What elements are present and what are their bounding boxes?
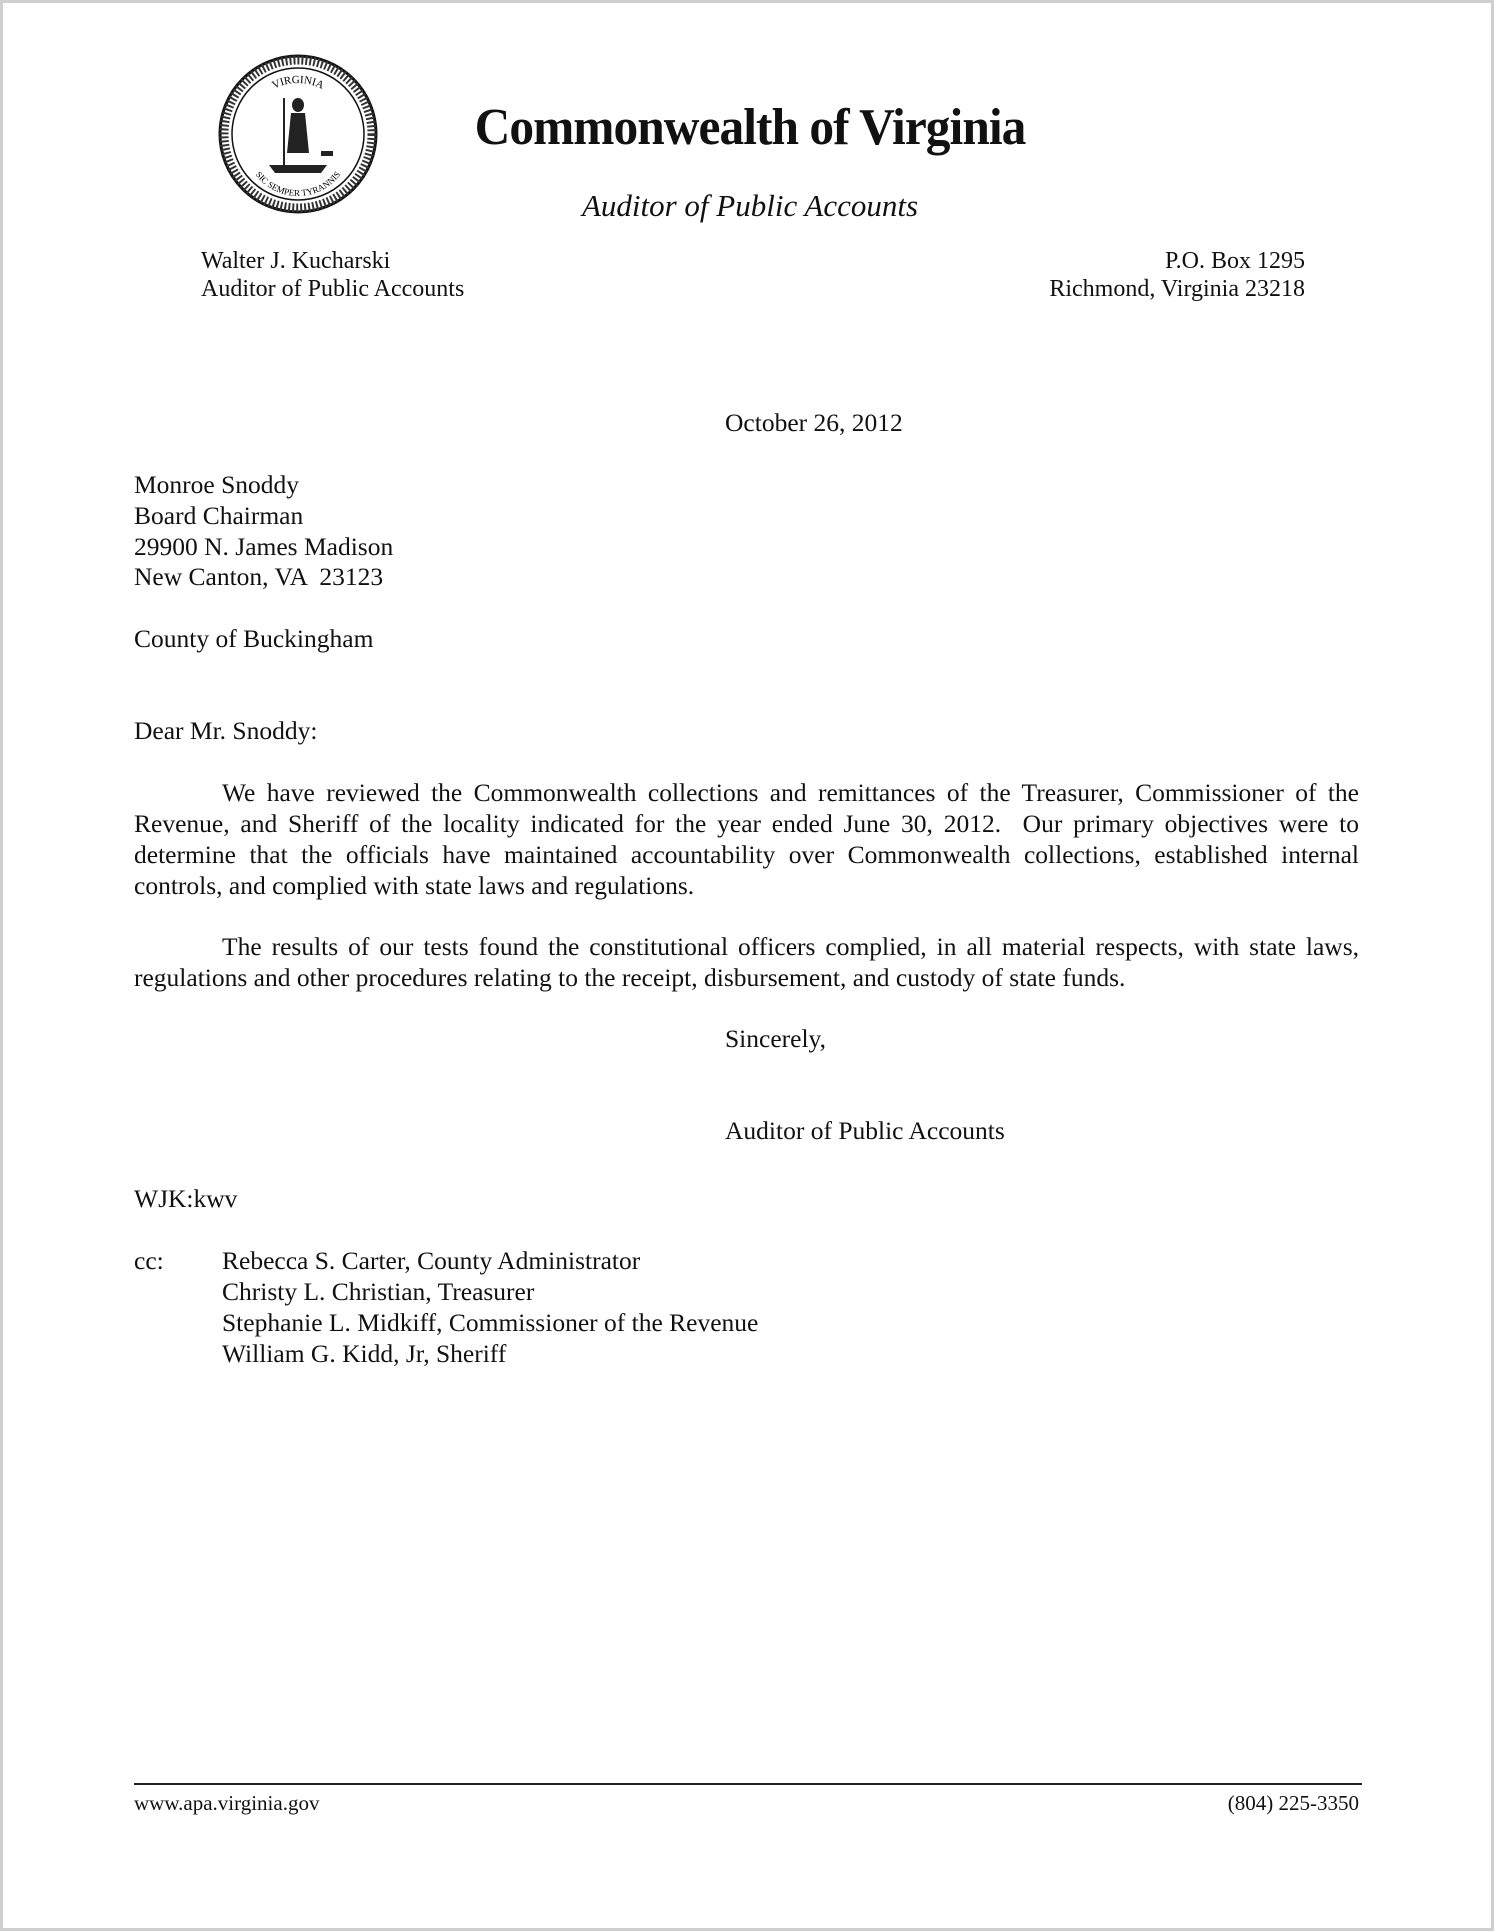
recipient-line: Monroe Snoddy (134, 470, 300, 499)
body-paragraph: We have reviewed the Commonwealth collections and remittances of the Treasurer, Commissioner of the Revenue, and Sheriff of the locality indicated for the year ended June 30, 2012. Our primary objectives were to determine that the officials have maintained accountability over Commonwealth collections, established internal controls, and complied with state laws and regulations. (134, 778, 1366, 900)
recipient-line: New Canton, VA 23123 (134, 562, 384, 591)
closing: Sincerely, (725, 1024, 827, 1053)
address-line-1: P.O. Box 1295 (1164, 248, 1305, 274)
letterhead-title: Commonwealth of Virginia (474, 99, 1026, 156)
cc-label: cc: (134, 1246, 164, 1275)
footer-phone: (804) 225-3350 (1227, 1791, 1359, 1815)
footer-website: www.apa.virginia.gov (134, 1791, 320, 1815)
letterhead-subtitle: Auditor of Public Accounts (581, 188, 919, 223)
address-line-2: Richmond, Virginia 23218 (1049, 276, 1305, 302)
sender-title: Auditor of Public Accounts (201, 276, 465, 302)
recipient-line: Board Chairman (134, 501, 304, 530)
cc-recipient: Christy L. Christian, Treasurer (222, 1277, 535, 1306)
signature-title: Auditor of Public Accounts (725, 1116, 1005, 1145)
recipient-line: 29900 N. James Madison (134, 532, 394, 561)
letter-date: October 26, 2012 (725, 408, 903, 437)
seal-text-top: VIRGINIA (270, 73, 326, 92)
locality: County of Buckingham (134, 624, 374, 653)
cc-recipient: William G. Kidd, Jr, Sheriff (222, 1339, 507, 1368)
body-paragraph: The results of our tests found the constitutional officers complied, in all material respects, with state laws, regulations and other procedures relating to the receipt, disbursement, and custody of state funds. (134, 932, 1359, 992)
seal-text-bottom: SIC SEMPER TYRANNIS (253, 169, 343, 199)
salutation: Dear Mr. Snoddy: (134, 716, 318, 745)
sender-name: Walter J. Kucharski (201, 248, 391, 274)
cc-recipient: Rebecca S. Carter, County Administrator (222, 1246, 641, 1275)
cc-recipient: Stephanie L. Midkiff, Commissioner of the Revenue (222, 1308, 759, 1337)
typist-initials: WJK:kwv (134, 1184, 238, 1213)
virginia-seal-logo (217, 53, 379, 215)
footer-divider (134, 1783, 1362, 1785)
